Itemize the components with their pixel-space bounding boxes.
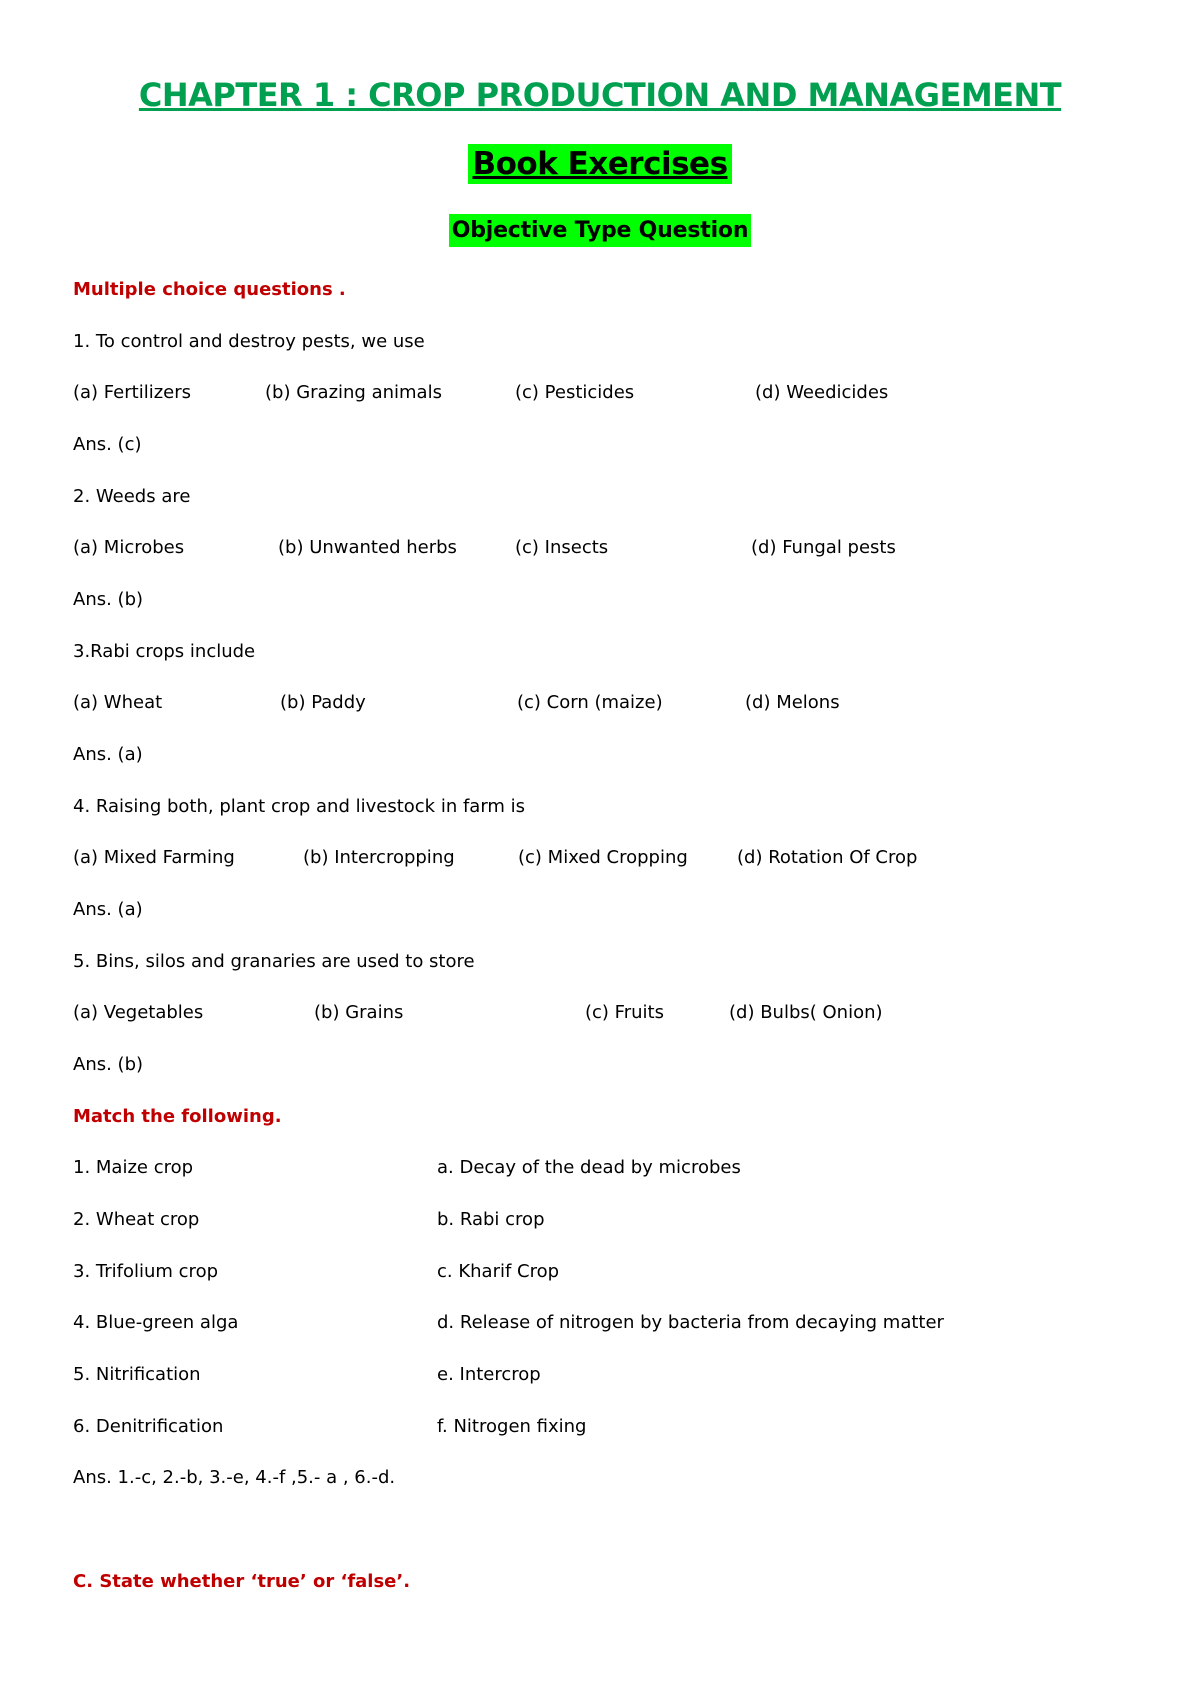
question-1: 1. To control and destroy pests, we use: [73, 331, 425, 352]
q4-answer: Ans. (a): [73, 899, 143, 920]
q5-option-c: (c) Fruits: [585, 1002, 664, 1023]
q5-answer: Ans. (b): [73, 1054, 144, 1075]
q1-option-a: (a) Fertilizers: [73, 382, 192, 403]
q2-option-b: (b) Unwanted herbs: [278, 537, 457, 558]
match-left-3: 3. Trifolium crop: [73, 1261, 219, 1282]
mcq-heading: Multiple choice questions .: [73, 279, 346, 300]
book-exercises-heading: Book Exercises: [468, 144, 731, 184]
q5-option-d: (d) Bulbs( Onion): [729, 1002, 883, 1023]
q5-option-a: (a) Vegetables: [73, 1002, 204, 1023]
question-4: 4. Raising both, plant crop and livestock in farm is: [73, 796, 526, 817]
objective-type-heading-wrap: [0, 214, 1200, 247]
q4-option-a: (a) Mixed Farming: [73, 847, 235, 868]
match-right-a: a. Decay of the dead by microbes: [437, 1157, 741, 1178]
q2-answer: Ans. (b): [73, 589, 144, 610]
objective-type-heading: Objective Type Question: [449, 214, 752, 247]
q3-option-c: (c) Corn (maize): [517, 692, 663, 713]
question-5: 5. Bins, silos and granaries are used to store: [73, 951, 475, 972]
chapter-title: CHAPTER 1 : CROP PRODUCTION AND MANAGEMENT: [138, 76, 1062, 114]
match-left-2: 2. Wheat crop: [73, 1209, 200, 1230]
q3-answer: Ans. (a): [73, 744, 143, 765]
match-heading: Match the following.: [73, 1106, 282, 1127]
question-3: 3.Rabi crops include: [73, 641, 256, 662]
match-right-f: f. Nitrogen fixing: [437, 1416, 587, 1437]
q4-option-d: (d) Rotation Of Crop: [737, 847, 918, 868]
q1-answer: Ans. (c): [73, 434, 142, 455]
q1-option-d: (d) Weedicides: [755, 382, 889, 403]
q2-option-d: (d) Fungal pests: [751, 537, 896, 558]
q4-option-b: (b) Intercropping: [303, 847, 455, 868]
q3-option-b: (b) Paddy: [280, 692, 366, 713]
match-answer: Ans. 1.-c, 2.-b, 3.-e, 4.-f ,5.- a , 6.-d.: [73, 1467, 396, 1488]
match-right-c: c. Kharif Crop: [437, 1261, 560, 1282]
true-false-heading: C. State whether ‘true’ or ‘false’.: [73, 1571, 411, 1592]
book-exercises-heading-wrap: [0, 144, 1200, 184]
q5-option-b: (b) Grains: [314, 1002, 404, 1023]
q2-option-c: (c) Insects: [515, 537, 609, 558]
q2-option-a: (a) Microbes: [73, 537, 185, 558]
match-right-e: e. Intercrop: [437, 1364, 541, 1385]
match-left-5: 5. Nitrification: [73, 1364, 201, 1385]
q1-option-b: (b) Grazing animals: [265, 382, 442, 403]
match-right-d: d. Release of nitrogen by bacteria from decaying matter: [437, 1312, 944, 1333]
question-2: 2. Weeds are: [73, 486, 191, 507]
match-right-b: b. Rabi crop: [437, 1209, 545, 1230]
match-left-4: 4. Blue-green alga: [73, 1312, 239, 1333]
q3-option-d: (d) Melons: [745, 692, 840, 713]
q3-option-a: (a) Wheat: [73, 692, 163, 713]
q4-option-c: (c) Mixed Cropping: [518, 847, 688, 868]
q1-option-c: (c) Pesticides: [515, 382, 635, 403]
match-left-6: 6. Denitrification: [73, 1416, 224, 1437]
match-left-1: 1. Maize crop: [73, 1157, 194, 1178]
